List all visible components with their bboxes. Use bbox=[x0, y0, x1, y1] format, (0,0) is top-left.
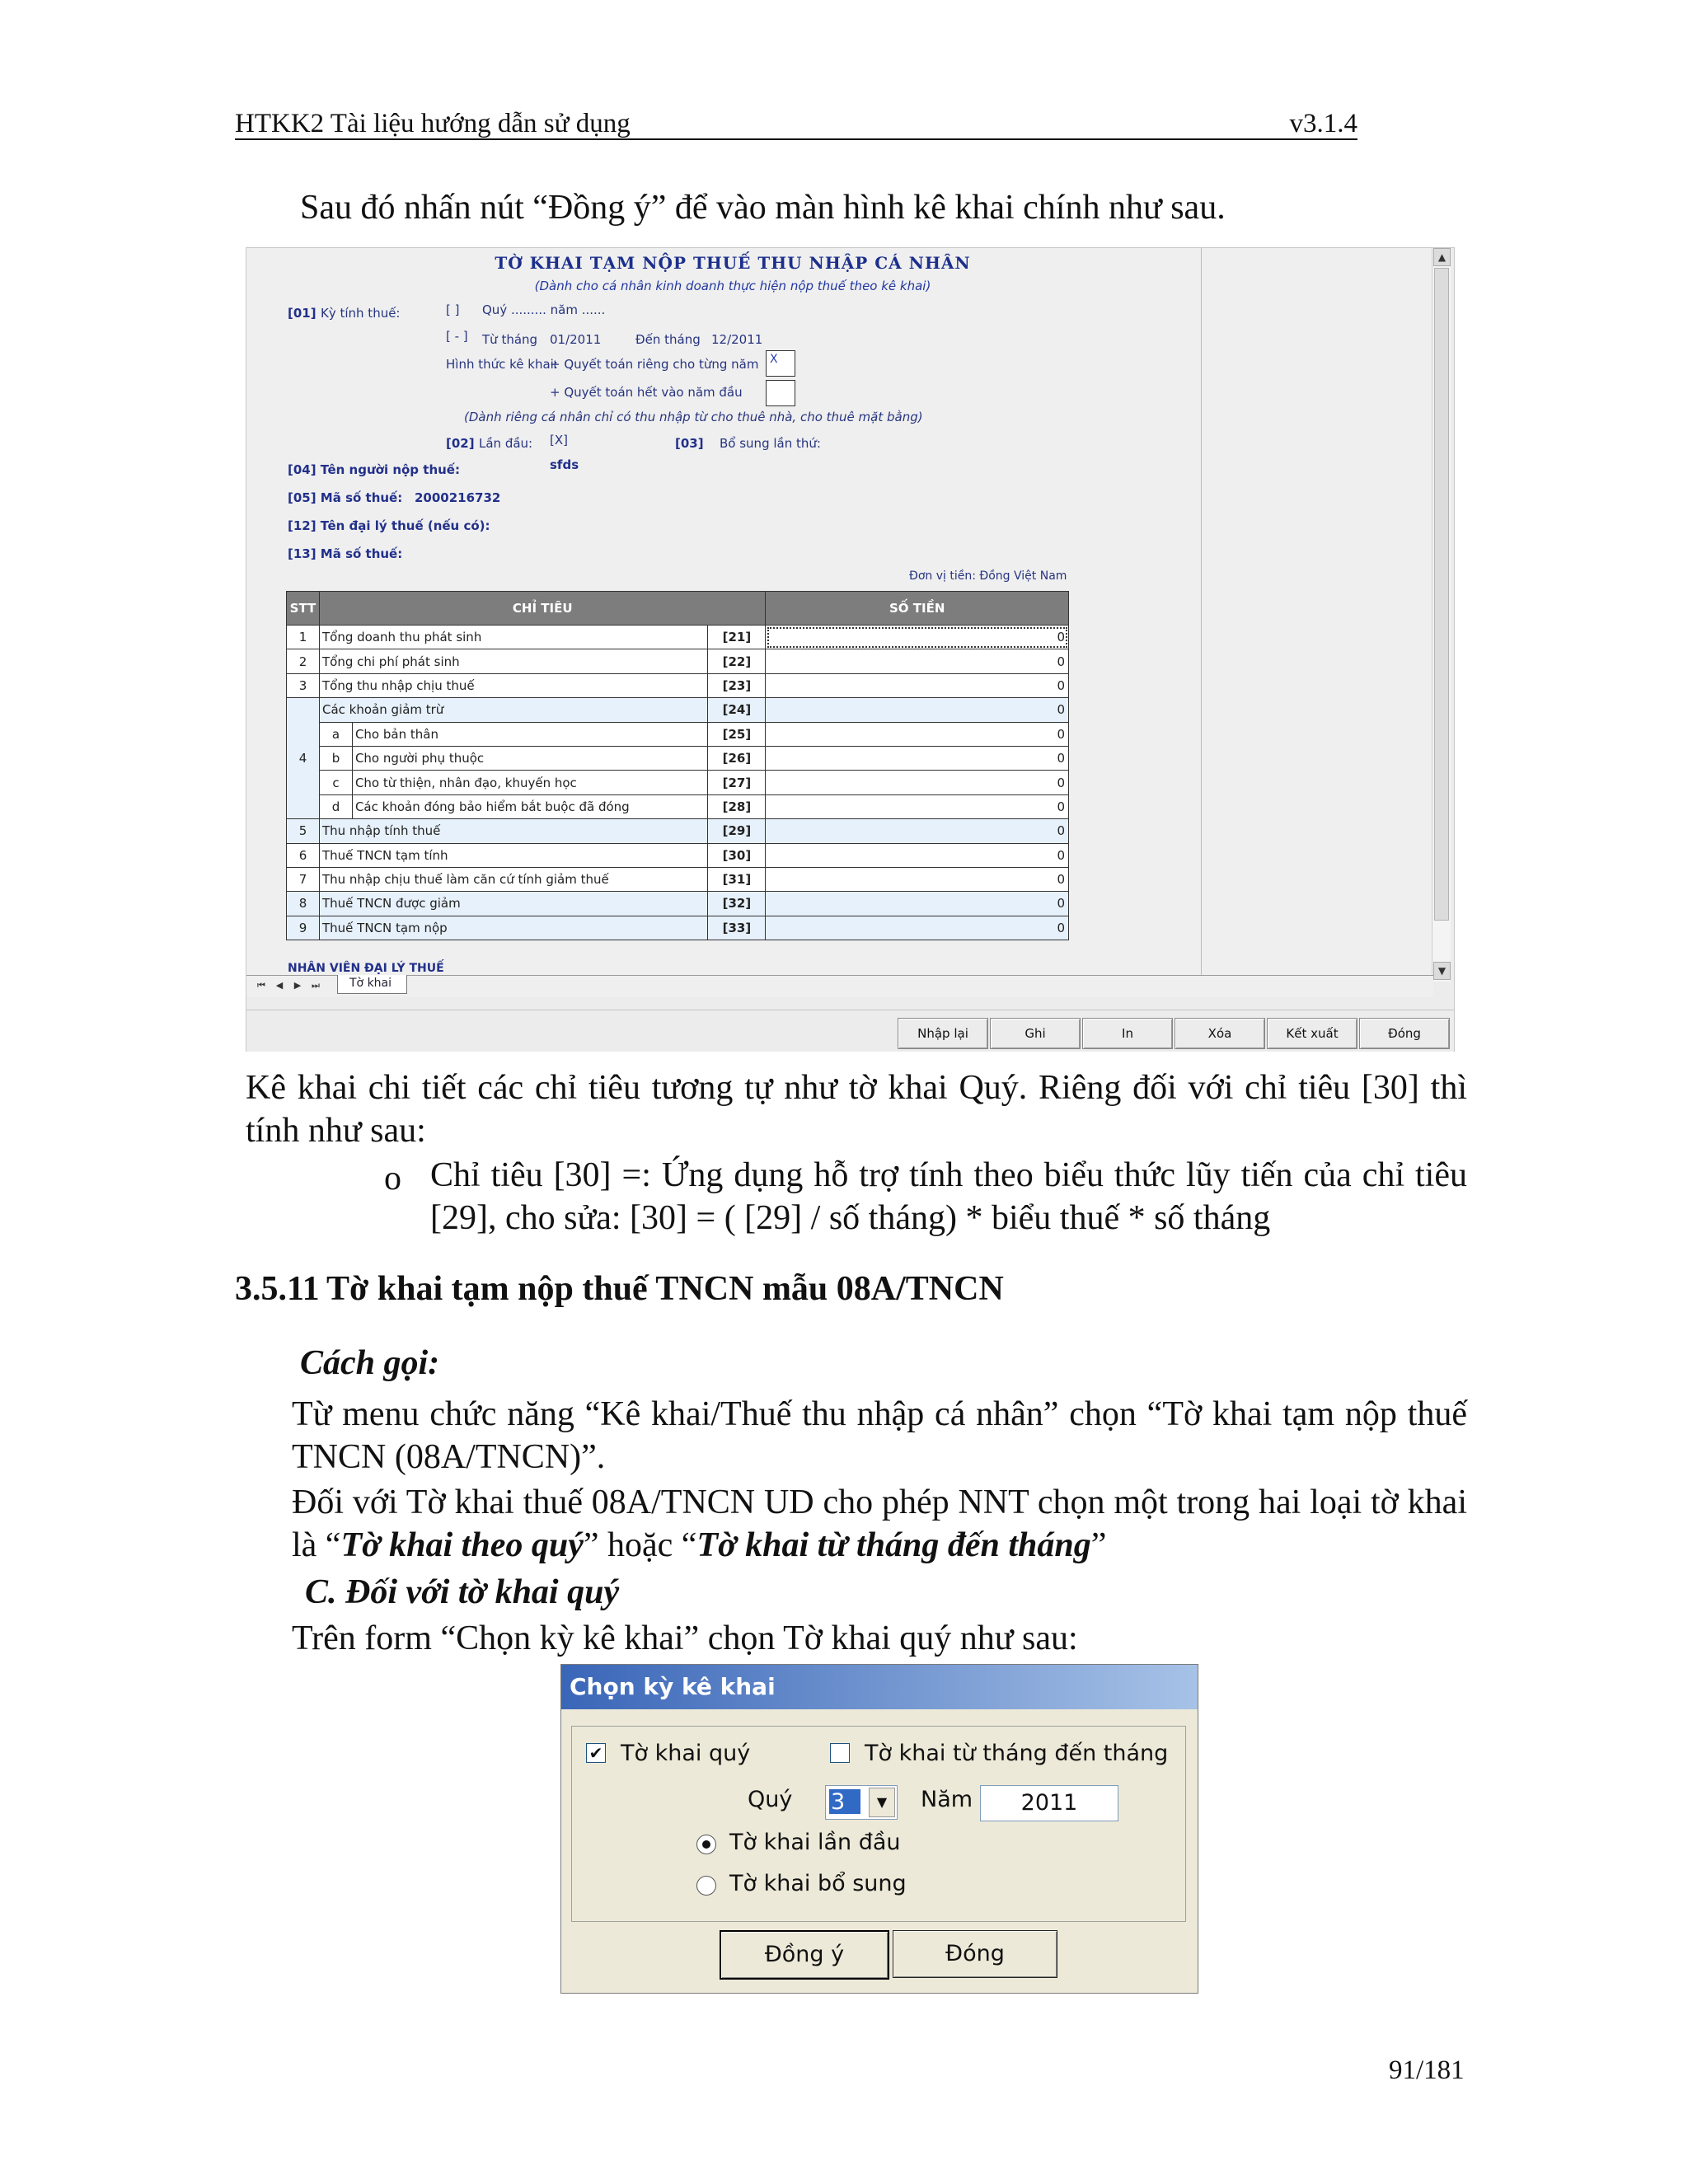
row-label: Tổng chi phí phát sinh bbox=[319, 649, 707, 673]
currency-unit: Đơn vị tiền: Đồng Việt Nam bbox=[909, 569, 1067, 583]
option1-checkbox[interactable]: X bbox=[766, 350, 795, 377]
agent-section-heading: NHÂN VIÊN ĐẠI LÝ THUẾ bbox=[288, 962, 444, 975]
row-code: [29] bbox=[708, 819, 766, 843]
last-sheet-icon[interactable]: ⏭ bbox=[312, 980, 320, 991]
field-02-text: Lần đầu: bbox=[479, 436, 533, 451]
side-pane bbox=[1201, 248, 1449, 975]
tab-to-khai[interactable]: Tờ khai bbox=[337, 975, 407, 994]
para-types-e: ” bbox=[1090, 1526, 1107, 1564]
row-value[interactable]: 0 bbox=[766, 794, 1069, 818]
page-number: 91/181 bbox=[1389, 2055, 1465, 2085]
row-sub: c bbox=[319, 771, 352, 794]
table-row bbox=[287, 673, 1069, 697]
form-button-bar bbox=[246, 1010, 1454, 1052]
row-sub: b bbox=[319, 746, 352, 770]
quarter-checkbox[interactable]: ✔ bbox=[586, 1743, 606, 1763]
row-label: Tổng doanh thu phát sinh bbox=[319, 626, 707, 649]
page-header bbox=[235, 105, 1357, 140]
form-subtitle: (Dành cho cá nhân kinh doanh thực hiện nộp thuế theo kê khai) bbox=[534, 279, 931, 293]
row-label: Thuế TNCN được giảm bbox=[319, 892, 707, 916]
table-row bbox=[287, 722, 1069, 746]
tu-thang-value[interactable]: 01/2011 bbox=[550, 332, 602, 347]
sheet-tab-bar bbox=[246, 975, 1433, 997]
row-stt: 3 bbox=[287, 673, 320, 697]
tu-thang-label: Từ tháng bbox=[482, 332, 538, 347]
quarter-select-value: 3 bbox=[829, 1789, 860, 1814]
field-12: [12] Tên đại lý thuế (nếu có): bbox=[288, 518, 490, 533]
table-row bbox=[287, 649, 1069, 673]
prev-sheet-icon[interactable]: ◀ bbox=[275, 980, 284, 991]
bullet-marker: o bbox=[384, 1160, 401, 1197]
row-stt: 8 bbox=[287, 892, 320, 916]
intro-text: Sau đó nhấn nút “Đồng ý” để vào màn hình kê khai chính như sau. bbox=[300, 189, 1226, 227]
row-value[interactable]: 0 bbox=[766, 892, 1069, 916]
row-stt: 1 bbox=[287, 626, 320, 649]
col-sotien: SỐ TIỀN bbox=[766, 592, 1069, 626]
para-types-a: Đối với Tờ khai thuế 08A/TNCN UD cho phép NNT chọn một trong hai loại tờ khai là “ bbox=[292, 1483, 1467, 1564]
option1-label: + Quyết toán riêng cho từng năm bbox=[550, 357, 759, 372]
lan-dau-checkbox[interactable]: [X] bbox=[550, 433, 568, 448]
table-row bbox=[287, 771, 1069, 794]
row-label: Các khoản đóng bảo hiểm bắt buộc đã đóng bbox=[352, 794, 708, 818]
year-input[interactable]: 2011 bbox=[980, 1785, 1118, 1821]
row-stt: 6 bbox=[287, 843, 320, 867]
delete-button[interactable]: Xóa bbox=[1175, 1018, 1265, 1049]
row-code: [22] bbox=[708, 649, 766, 673]
field-04-value[interactable]: sfds bbox=[550, 457, 579, 472]
close-button[interactable]: Đóng bbox=[1359, 1018, 1450, 1049]
rental-note: (Dành riêng cá nhân chỉ có thu nhập từ cho thuê nhà, cho thuê mặt bằng) bbox=[464, 410, 923, 424]
supplement-radio[interactable] bbox=[696, 1876, 716, 1896]
quy-checkbox[interactable]: [ ] bbox=[446, 302, 460, 317]
row-code: [33] bbox=[708, 916, 766, 940]
table-row bbox=[287, 746, 1069, 770]
field-05-value[interactable]: 2000216732 bbox=[415, 490, 501, 505]
para-types bbox=[292, 1481, 1467, 1567]
row-value[interactable]: 0 bbox=[766, 843, 1069, 867]
table-row bbox=[287, 843, 1069, 867]
field-01-text: Kỳ tính thuế: bbox=[321, 306, 401, 321]
scroll-up-icon[interactable]: ▲ bbox=[1433, 248, 1451, 266]
quarter-option-label: Tờ khai quý bbox=[621, 1741, 751, 1766]
row-stt: 9 bbox=[287, 916, 320, 940]
para-choose-form: Trên form “Chọn kỳ kê khai” chọn Tờ khai quý như sau: bbox=[292, 1619, 1078, 1657]
reset-button[interactable]: Nhập lại bbox=[898, 1018, 988, 1049]
first-filing-radio[interactable] bbox=[696, 1835, 716, 1854]
option2-label: + Quyết toán hết vào năm đầu bbox=[550, 385, 743, 400]
para-detail: Kê khai chi tiết các chỉ tiêu tương tự như tờ khai Quý. Riêng đối với chỉ tiêu [30] thì tính như sau: bbox=[246, 1069, 1467, 1150]
row-sub: d bbox=[319, 794, 352, 818]
option2-checkbox[interactable] bbox=[766, 380, 795, 406]
declaration-table bbox=[286, 591, 1069, 940]
month-range-checkbox[interactable] bbox=[830, 1743, 850, 1763]
row-value[interactable]: 0 bbox=[766, 771, 1069, 794]
row-sub: a bbox=[319, 722, 352, 746]
scroll-thumb[interactable] bbox=[1434, 268, 1449, 921]
row-code: [30] bbox=[708, 843, 766, 867]
row-stt: 2 bbox=[287, 649, 320, 673]
chevron-down-icon[interactable]: ▼ bbox=[869, 1788, 895, 1817]
row-stt: 5 bbox=[287, 819, 320, 843]
den-thang-label: Đến tháng bbox=[635, 332, 701, 347]
row-value[interactable]: 0 bbox=[766, 649, 1069, 673]
row-value[interactable]: 0 bbox=[766, 673, 1069, 697]
table-row bbox=[287, 794, 1069, 818]
row-label: Thuế TNCN tạm nộp bbox=[319, 916, 707, 940]
how-to-call-heading: Cách gọi: bbox=[300, 1344, 440, 1382]
save-button[interactable]: Ghi bbox=[990, 1018, 1081, 1049]
row-value[interactable]: 0 bbox=[766, 819, 1069, 843]
range-checkbox[interactable]: [ - ] bbox=[446, 329, 468, 344]
table-row bbox=[287, 916, 1069, 940]
vertical-scrollbar[interactable] bbox=[1432, 248, 1451, 982]
quarter-label: Quý bbox=[748, 1787, 793, 1812]
row-label: Thu nhập chịu thuế làm căn cứ tính giảm thuế bbox=[319, 867, 707, 891]
header-version: v3.1.4 bbox=[1289, 109, 1357, 138]
row-label: Cho từ thiện, nhân đạo, khuyến học bbox=[352, 771, 708, 794]
hinh-thuc-label: Hình thức kê khai: bbox=[446, 357, 558, 372]
dialog-title: Chọn kỳ kê khai bbox=[561, 1665, 1198, 1709]
field-02-label: [02] bbox=[446, 436, 475, 451]
row-stt: 4 bbox=[287, 698, 320, 819]
field-03-label: [03] bbox=[675, 436, 704, 451]
row-value[interactable]: 0 bbox=[766, 722, 1069, 746]
export-button[interactable]: Kết xuất bbox=[1267, 1018, 1357, 1049]
row-code: [28] bbox=[708, 794, 766, 818]
header-title: HTKK2 Tài liệu hướng dẫn sử dụng bbox=[235, 109, 631, 138]
first-sheet-icon[interactable]: ⏮ bbox=[257, 980, 265, 991]
scroll-down-icon[interactable]: ▼ bbox=[1433, 962, 1451, 980]
col-chitieu: CHỈ TIÊU bbox=[319, 592, 765, 626]
row-value[interactable]: 0 bbox=[766, 746, 1069, 770]
row-label: Các khoản giảm trừ bbox=[319, 698, 707, 722]
row-value[interactable]: 0 bbox=[766, 626, 1069, 649]
section-title: Tờ khai tạm nộp thuế TNCN mẫu 08A/TNCN bbox=[326, 1270, 1004, 1308]
choose-period-dialog bbox=[560, 1664, 1198, 1994]
section-number: 3.5.11 bbox=[235, 1270, 320, 1308]
row-code: [32] bbox=[708, 892, 766, 916]
row-label: Tổng thu nhập chịu thuế bbox=[319, 673, 707, 697]
row-label: Cho bản thân bbox=[352, 722, 708, 746]
row-value[interactable]: 0 bbox=[766, 698, 1069, 722]
para-types-c: ” hoặc “ bbox=[583, 1526, 697, 1564]
tax-form-screenshot bbox=[246, 247, 1455, 1052]
row-label: Cho người phụ thuộc bbox=[352, 746, 708, 770]
form-title: TỜ KHAI TẠM NỘP THUẾ THU NHẬP CÁ NHÂN bbox=[495, 253, 971, 273]
para-types-month: Tờ khai từ tháng đến tháng bbox=[696, 1526, 1091, 1564]
row-code: [23] bbox=[708, 673, 766, 697]
field-01-label: [01] bbox=[288, 306, 316, 321]
radio-dot bbox=[702, 1840, 710, 1849]
table-row bbox=[287, 867, 1069, 891]
bullet-text: Chỉ tiêu [30] =: Ứng dụng hỗ trợ tính theo biểu thức lũy tiến của chỉ tiêu [29], cho sửa: [30] = ( [29] / số tháng) * biểu thuế * số tháng bbox=[430, 1156, 1467, 1237]
col-stt: STT bbox=[287, 592, 320, 626]
form-sheet bbox=[246, 248, 1201, 975]
table-row bbox=[287, 698, 1069, 722]
year-label: Năm bbox=[921, 1787, 973, 1812]
row-label: Thu nhập tính thuế bbox=[319, 819, 707, 843]
field-13: [13] Mã số thuế: bbox=[288, 546, 403, 561]
row-value[interactable]: 0 bbox=[766, 867, 1069, 891]
print-button[interactable]: In bbox=[1082, 1018, 1173, 1049]
row-label: Thuế TNCN tạm tính bbox=[319, 843, 707, 867]
row-value[interactable]: 0 bbox=[766, 916, 1069, 940]
table-row bbox=[287, 892, 1069, 916]
subsection-c: C. Đối với tờ khai quý bbox=[305, 1573, 620, 1611]
next-sheet-icon[interactable]: ▶ bbox=[293, 980, 302, 991]
para-types-quarter: Tờ khai theo quý bbox=[340, 1526, 584, 1564]
quarter-select[interactable] bbox=[825, 1785, 898, 1820]
row-code: [21] bbox=[708, 626, 766, 649]
para-menu: Từ menu chức năng “Kê khai/Thuế thu nhập cá nhân” chọn “Tờ khai tạm nộp thuế TNCN (08A/TNCN)”. bbox=[292, 1395, 1467, 1476]
table-row bbox=[287, 819, 1069, 843]
field-04: [04] Tên người nộp thuế: bbox=[288, 462, 460, 477]
table-row bbox=[287, 626, 1069, 649]
den-thang-value[interactable]: 12/2011 bbox=[711, 332, 763, 347]
field-03-text: Bổ sung lần thứ: bbox=[720, 436, 821, 451]
supplement-label: Tờ khai bổ sung bbox=[729, 1871, 907, 1896]
row-code: [26] bbox=[708, 746, 766, 770]
dialog-close-button[interactable]: Đóng bbox=[893, 1930, 1057, 1978]
row-code: [25] bbox=[708, 722, 766, 746]
agree-button[interactable]: Đồng ý bbox=[720, 1930, 889, 1980]
row-code: [27] bbox=[708, 771, 766, 794]
row-code: [24] bbox=[708, 698, 766, 722]
first-filing-label: Tờ khai lần đầu bbox=[729, 1830, 901, 1855]
month-range-label: Tờ khai từ tháng đến tháng bbox=[865, 1741, 1169, 1766]
row-code: [31] bbox=[708, 867, 766, 891]
quy-text: Quý ......... năm ...... bbox=[482, 302, 606, 317]
row-stt: 7 bbox=[287, 867, 320, 891]
field-05: [05] Mã số thuế: bbox=[288, 490, 403, 505]
